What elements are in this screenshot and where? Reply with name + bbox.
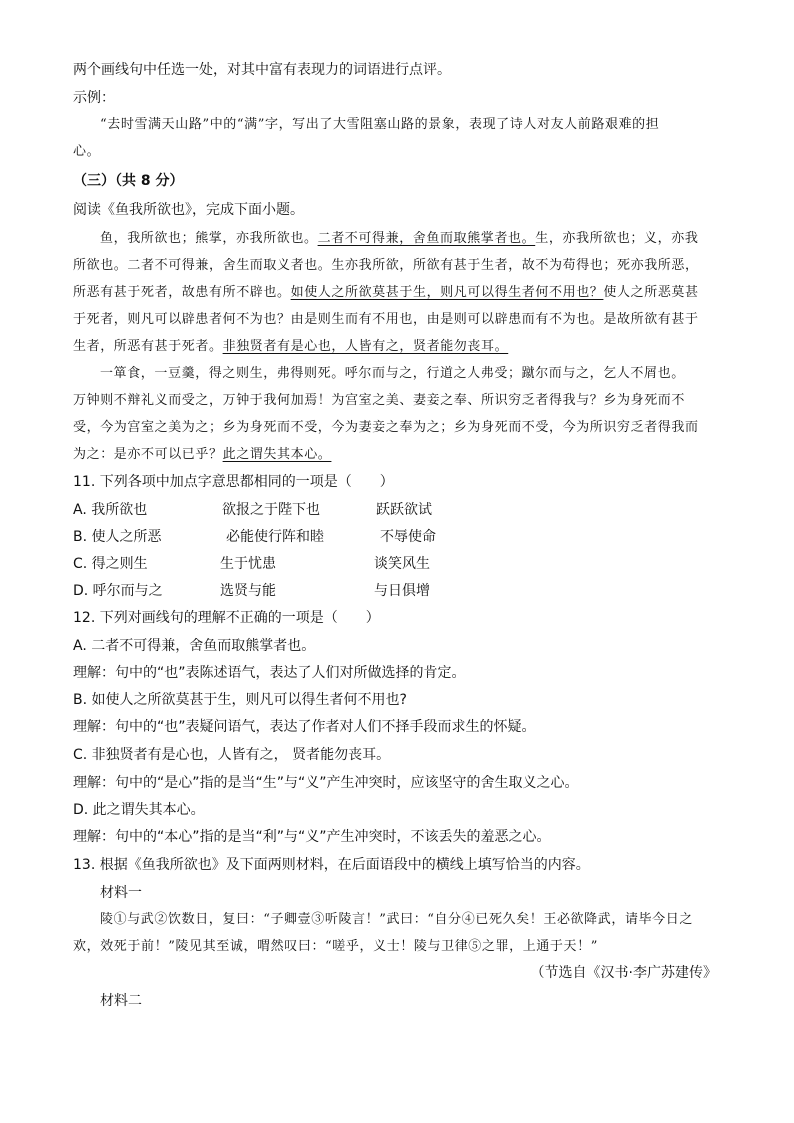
underlined-sentence: 非独贤者有是心也，人皆有之，贤者能勿丧耳。	[222, 339, 509, 354]
question-12-stem: 12. 下列对画线句的理解不正确的一项是（ ）	[73, 610, 380, 626]
section-instruction: 阅读《鱼我所欲也》，完成下面小题。	[73, 202, 304, 218]
q12-option-d-explanation: 理解：句中的“本心”指的是当“利”与“义”产生冲突时，不该丢失的羞恶之心。	[73, 829, 551, 845]
intro-line: 两个画线句中任选一处，对其中富有表现力的词语进行点评。	[73, 62, 451, 78]
material-2-label: 材料二	[100, 993, 142, 1009]
passage-line: 为之：是亦不可以已乎？此之谓失其本心。	[73, 447, 332, 462]
passage-line: 万钟则不辩礼义而受之，万钟于我何加焉！为宫室之美、妻妾之奉、所识穷乏者得我与？乡为身死而不	[73, 393, 686, 408]
example-text-line: 心。	[73, 144, 101, 159]
material-1-line: 陵①与武②饮数日，复曰：“子卿壹③听陵言！”武曰：“自分④已死久矣！王必欲降武，请毕今日之	[100, 912, 693, 927]
underlined-sentence: 如使人之所欲莫甚于生，则凡可以得生者何不用也？	[290, 285, 604, 300]
q12-option-c-explanation: 理解：句中的“是心”指的是当“生”与“义”产生冲突时，应该坚守的舍生取义之心。	[73, 775, 579, 791]
q12-option-b-explanation: 理解：句中的“也”表疑问语气，表达了作者对人们不择手段而求生的怀疑。	[73, 719, 536, 735]
underlined-sentence: 此之谓失其本心。	[222, 447, 332, 462]
passage-line: 所恶有甚于死者，故患有所不辟也。如使人之所欲莫甚于生，则凡可以得生者何不用也？使人之所恶莫甚	[73, 285, 699, 300]
passage-line: 所欲也。二者不可得兼，舍生而取义者也。生亦我所欲，所欲有甚于生者，故不为苟得也；死亦我所恶，	[73, 258, 699, 273]
q12-option-a: A. 二者不可得兼，舍鱼而取熊掌者也。	[73, 638, 316, 654]
material-1-line: 欢，效死于前！”陵见其至诚，喟然叹曰：“嗟乎，义士！陵与卫律⑤之罪，上通于天！”	[73, 939, 598, 954]
underlined-sentence: 二者不可得兼，舍鱼而取熊掌者也。	[317, 231, 536, 246]
q12-option-d: D. 此之谓失其本心。	[73, 802, 205, 818]
material-1-label: 材料一	[100, 885, 142, 901]
passage-line: 生者，所恶有甚于死者。非独贤者有是心也，人皆有之，贤者能勿丧耳。	[73, 339, 509, 354]
question-11-stem: 11. 下列各项中加点字意思都相同的一项是（ ）	[73, 474, 394, 490]
passage-line: 于死者，则凡可以辟患者何不为也？由是则生而有不用也，由是则可以辟患而有不为也。是故所欲有甚于	[73, 312, 699, 327]
example-text-line: “去时雪满天山路”中的“满”字，写出了大雪阻塞山路的景象，表现了诗人对友人前路艰难的担	[100, 117, 660, 132]
q12-option-c: C. 非独贤者有是心也，人皆有之， 贤者能勿丧耳。	[73, 747, 391, 763]
q12-option-a-explanation: 理解：句中的“也”表陈述语气，表达了人们对所做选择的肯定。	[73, 665, 466, 681]
q12-option-b: B. 如使人之所欲莫甚于生，则凡可以得生者何不用也?	[73, 692, 407, 708]
passage-line: 受，今为宫室之美为之；乡为身死而不受，今为妻妾之奉为之；乡为身死而不受，今为所识穷乏者得我而	[73, 420, 699, 435]
document-page: 两个画线句中任选一处，对其中富有表现力的词语进行点评。 示例： “去时雪满天山路”中的“满”字，写出了大雪阻塞山路的景象，表现了诗人对友人前路艰难的担 心。 （三）（共 8 分） 阅读《鱼我所欲也》，完成下面小题。 鱼，我所欲也；熊掌，亦我所欲也。二者不可得兼，舍鱼而取熊掌者也。生，亦我所欲也；义，亦我 所欲也。二者不可得兼，舍生而取义者也。生亦我所欲，所欲有甚于生者，故不为苟得也；死亦我所恶， 所恶有甚于死者，故患有所不辟也。如使人之所欲莫甚于生，则凡可以得生者何不用也？使人之所恶莫甚 于死者，则凡可以辟患者何不为也？由是则生而有不用也，由是则可以辟患而有不为也。是故所欲有甚于 生者，所恶有甚于死者。非独贤者有是心也，人皆有之，贤者能勿丧耳。 一箪食，一豆羹，得之则生，弗得则死。呼尔而与之，行道之人弗受；蹴尔而与之，乞人不屑也。 万钟则不辩礼义而受之，万钟于我何加焉！为宫室之美、妻妾之奉、所识穷乏者得我与？乡为身死而不 受，今为宫室之美为之；乡为身死而不受，今为妻妾之奉为之；乡为身死而不受，今为所识穷乏者得我而 为之：是亦不可以已乎？此之谓失其本心。 11. 下列各项中加点字意思都相同的一项是（ ） A. 我所欲也 欲报之于陛下也 跃跃欲试 B. 使人之所恶 必能使行阵和睦 不辱使命 C. 得之则生 生于忧患 谈笑风生 D. 呼尔而与之 选贤与能 与日俱增 12. 下列对画线句的理解不正确的一项是（ ） A. 二者不可得兼，舍鱼而取熊掌者也。 理解：句中的“也”表陈述语气，表达了人们对所做选择的肯定。 B. 如使人之所欲莫甚于生，则凡可以得生者何不用也? 理解：句中的“也”表疑问语气，表达了作者对人们不择手段而求生的怀疑。 C. 非独贤者有是心也，人皆有之， 贤者能勿丧耳。 理解：句中的“是心”指的是当“生”与“义”产生冲突时，应该坚守的舍生取义之心。 D. 此之谓失其本心。 理解：句中的“本心”指的是当“利”与“义”产生冲突时，不该丢失的羞恶之心。 13. 根据《鱼我所欲也》及下面两则材料，在后面语段中的横线上填写恰当的内容。 材料一 陵①与武②饮数日，复曰：“子卿壹③听陵言！”武曰：“自分④已死久矣！王必欲降武，请毕今日之 欢，效死于前！”陵见其至诚，喟然叹曰：“嗟乎，义士！陵与卫律⑤之罪，上通于天！” （节选自《汉书·李广苏建传》 材料二	[73, 62, 717, 1009]
passage-line: 一箪食，一豆羹，得之则生，弗得则死。呼尔而与之，行道之人弗受；蹴尔而与之，乞人不屑也。	[100, 366, 685, 381]
material-1-source: （节选自《汉书·李广苏建传》	[530, 965, 717, 981]
example-label: 示例：	[73, 90, 115, 106]
passage-line: 鱼，我所欲也；熊掌，亦我所欲也。二者不可得兼，舍鱼而取熊掌者也。生，亦我所欲也；义，亦我	[100, 231, 699, 246]
section-heading: （三）（共 8 分）	[73, 173, 184, 189]
question-13-stem: 13. 根据《鱼我所欲也》及下面两则材料，在后面语段中的横线上填写恰当的内容。	[73, 857, 590, 873]
